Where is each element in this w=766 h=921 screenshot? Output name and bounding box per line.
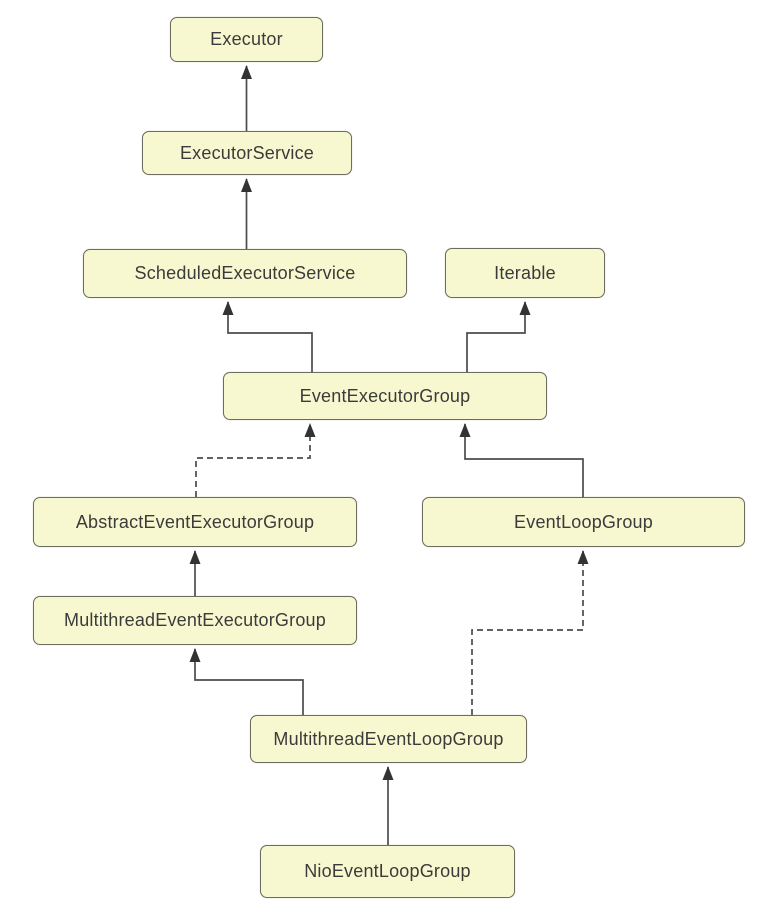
edge-abstracteventexecutorgroup-to-eventexecutorgroup — [196, 424, 310, 497]
node-multithread-event-loop-group — [250, 715, 527, 763]
node-multithread-event-executor-group — [33, 596, 357, 645]
node-event-loop-group-label: EventLoopGroup — [514, 511, 653, 532]
node-scheduled-executor-service — [83, 249, 407, 298]
node-nio-event-loop-group-label: NioEventLoopGroup — [304, 861, 471, 881]
node-executor-label: Executor — [210, 29, 283, 49]
node-executor — [170, 17, 323, 62]
node-executor-service-label: ExecutorService — [179, 142, 315, 163]
edge-multithreadeventloopgroup-to-eventloopgroup — [472, 551, 583, 715]
node-abstract-event-executor-group-label: AbstractEventExecutorGroup — [75, 511, 315, 532]
node-event-executor-group-label: EventExecutorGroup — [299, 385, 471, 406]
node-event-executor-group — [223, 372, 547, 420]
node-multithread-event-executor-group-label: MultithreadEventExecutorGroup — [64, 610, 326, 630]
node-multithread-event-loop-group-label: MultithreadEventLoopGroup — [273, 728, 504, 749]
node-scheduled-executor-service-label: ScheduledExecutorService — [134, 263, 356, 283]
edge-eventloopgroup-to-eventexecutorgroup — [465, 424, 583, 497]
node-event-loop-group — [422, 497, 745, 547]
edge-multithreadeventloopgroup-to-multithreadeventexecutorgroup — [195, 649, 303, 715]
node-nio-event-loop-group — [260, 845, 515, 898]
node-iterable — [445, 248, 605, 298]
edge-eventexecutorgroup-to-iterable — [467, 302, 525, 372]
edge-eventexecutorgroup-to-scheduledexecutorservice — [228, 302, 312, 372]
node-abstract-event-executor-group — [33, 497, 357, 547]
node-executor-service — [142, 131, 352, 175]
node-iterable-label: Iterable — [494, 262, 556, 283]
